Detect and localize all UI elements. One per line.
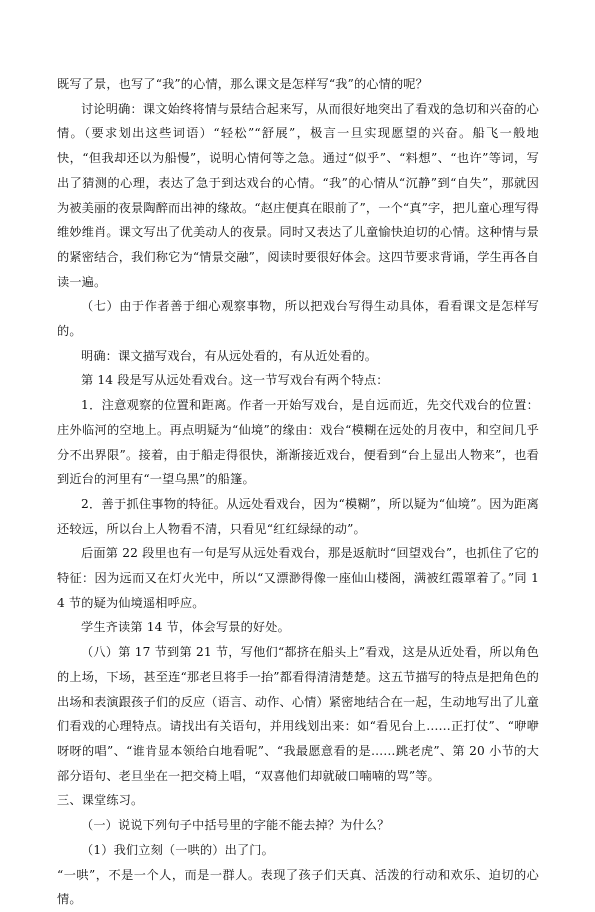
paragraph-clarify: 明确：课文描写戏台，有从远处看的，有从近处看的。 (81, 348, 378, 363)
document-page (57, 72, 539, 912)
paragraph-read-14: 学生齐读第 14 节，体会写景的好处。 (81, 620, 290, 635)
paragraph-section-8: （八）第 17 节到第 21 节，写他们“都挤在船头上”看戏，这是从近处看，所以角色的上场，下场，甚至连“那老旦将手一抬”都看得清清楚楚。这五节描写的特点是把角色的出场和表演跟孩子们的反应（语言、动作、心情）紧密地结合在一起，生动地写出了儿童们看戏的心理特点。请找出有关语句，并用线划出来：如“看见台上……正打仗”、“咿咿呀呀的唱”、“谁肯显本领给白地看呢”、“我最愿意看的是……跳老虎”、第 20 小节的大部分语句、老旦坐在一把交椅上唱，“双喜他们却就破口喃喃的骂”等。 (57, 645, 539, 783)
paragraph-point-2: 2．善于抓住事物的特征。从远处看戏台，因为“模糊”，所以疑为“仙境”。因为距离还较远，所以台上人物看不清，只看见“红红绿绿的动”。 (57, 496, 539, 536)
paragraph-intro-question: 既写了景，也写了“我”的心情，那么课文是怎样写“我”的心情的呢？ (57, 77, 428, 91)
paragraph-answer-1: “一哄”，不是一个人，而是一群人。表现了孩子们天真、活泼的行动和欢乐、迫切的心情。 (57, 867, 539, 907)
paragraph-exercise-1: （一）说说下列句子中括号里的字能不能去掉？为什么？ (81, 818, 390, 833)
heading-classroom-exercise: 三、课堂练习。 (57, 793, 144, 808)
paragraph-section-7: （七）由于作者善于细心观察事物，所以把戏台写得生动具体，看看课文是怎样写的。 (57, 299, 539, 339)
paragraph-point-1: 1．注意观察的位置和距离。作者一开始写戏台，是自远而近，先交代戏台的位置：庄外临河的空地上。再点明疑为“仙境”的缘由：戏台“模糊在远处的月夜中，和空间几乎分不出界限”。接着，由于船走得很快，渐渐接近戏台，便看到“台上显出人物来”，也看到近台的河里有“一望乌黑”的船篷。 (57, 398, 539, 487)
paragraph-section-22: 后面第 22 段里也有一句是写从远处看戏台，那是返航时“回望戏台”，也抓住了它的特征：因为远而又在灯火光中，所以“又漂渺得像一座仙山楼阁，满被红霞罩着了。”同 14 节的疑为仙境遥相呼应。 (57, 546, 539, 610)
paragraph-exercise-1-1: （1）我们立刻（一哄的）出了门。 (81, 842, 274, 857)
paragraph-stage-far: 第 14 段是写从远处看戏台。这一节写戏台有两个特点： (81, 373, 389, 388)
paragraph-discussion: 讨论明确：课文始终将情与景结合起来写，从而很好地突出了看戏的急切和兴奋的心情。（要求划出这些词语）“轻松”“舒展”，极言一旦实现愿望的兴奋。船飞一般地快，“但我却还以为船慢”，说明心情何等之急。通过“似乎”、“料想”、“也许”等词，写出了猜测的心理，表达了急于到达戏台的心情。“我”的心情从“沉静”到“自失”，那就因为被美丽的夜景陶醉而出神的缘故。“赵庄便真在眼前了”，一个“真”字，把儿童心理写得维妙维肖。课文写出了优美动人的夜景。同时又表达了儿童愉快迫切的心情。这种情与景的紧密结合，我们称它为“情景交融”，阅读时要很好体会。这四节要求背诵，学生再各自读一遍。 (57, 101, 540, 289)
